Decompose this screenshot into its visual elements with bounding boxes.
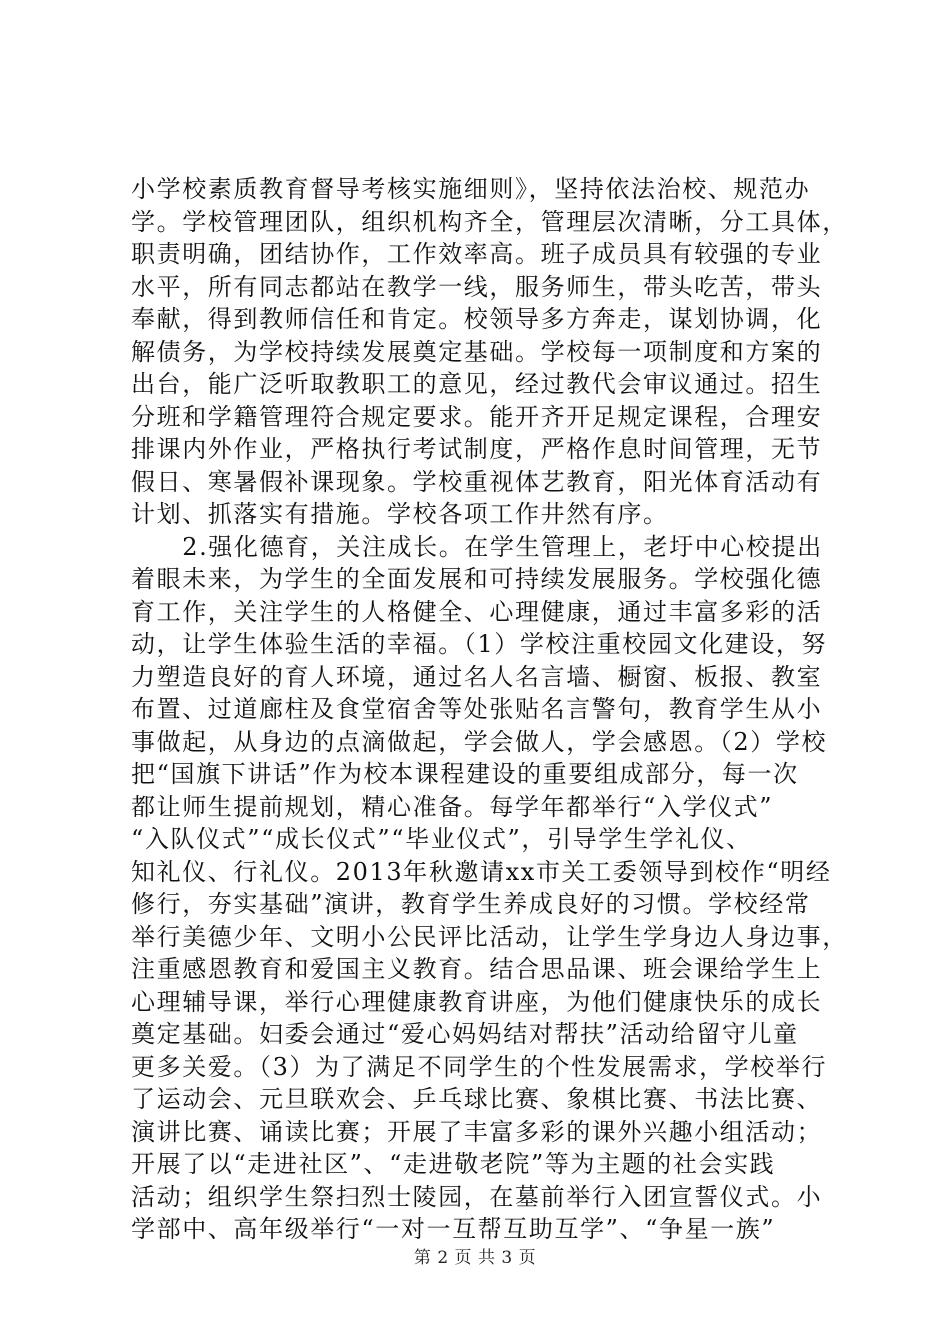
text-line: 奉献，得到教师信任和肯定。校领导多方奔走，谋划协调，化 — [131, 305, 823, 333]
document-body — [131, 173, 848, 1246]
text-line: “入队仪式”“成长仪式”“毕业仪式”，引导学生学礼仪、 — [131, 825, 752, 853]
text-line: 活动；组织学生祭扫烈士陵园，在墓前举行入团宣誓仪式。小 — [131, 1182, 823, 1211]
text-line: 都让师生提前规划，精心准备。每学年都举行“入学仪式” — [131, 792, 774, 821]
text-line: 开展了以“走进社区”、“走进敬老院”等为主题的社会实践 — [131, 1150, 776, 1178]
text-line: 力塑造良好的育人环境，通过名人名言墙、橱窗、板报、教室 — [131, 662, 823, 691]
text-line: 注重感恩教育和爱国主义教育。结合思品课、班会课给学生上 — [131, 955, 823, 983]
text-line: 知礼仪、行礼仪。2013年秋邀请xx市关工委领导到校作“明经 — [131, 857, 832, 886]
text-line: 出台，能广泛听取教职工的意见，经过教代会审议通过。招生 — [131, 370, 823, 398]
text-line: 2.强化德育，关注成长。在学生管理上，老圩中心校提出 — [131, 532, 823, 561]
text-line: 演讲比赛、诵读比赛；开展了丰富多彩的课外兴趣小组活动； — [131, 1117, 823, 1146]
text-line: 举行美德少年、文明小公民评比活动，让学生学身边人身边事， — [131, 922, 848, 951]
text-line: 学。学校管理团队，组织机构齐全，管理层次清晰，分工具体， — [131, 207, 848, 236]
text-line: 把“国旗下讲话”作为校本课程建设的重要组成部分，每一次 — [131, 760, 799, 788]
text-line: 了运动会、元旦联欢会、乒乓球比赛、象棋比赛、书法比赛、 — [131, 1085, 823, 1113]
text-line: 修行，夯实基础”演讲，教育学生养成良好的习惯。学校经常 — [131, 890, 811, 918]
page-number-footer: 第 2 页 共 3 页 — [413, 1248, 537, 1268]
text-line: 着眼未来，为学生的全面发展和可持续发展服务。学校强化德 — [131, 565, 823, 593]
text-line: 事做起，从身边的点滴做起，学会做人，学会感恩。（2）学校 — [131, 727, 828, 756]
text-line: 分班和学籍管理符合规定要求。能开齐开足规定课程，合理安 — [131, 402, 823, 431]
text-line: 小学校素质教育督导考核实施细则》，坚持依法治校、规范办 — [131, 175, 811, 203]
text-line: 学部中、高年级举行“一对一互帮互助互学”、“争星一族” — [131, 1215, 776, 1243]
text-line: 奠定基础。妇委会通过“爱心妈妈结对帮扶”活动给留守儿童 — [131, 1020, 799, 1048]
text-line: 职责明确，团结协作，工作效率高。班子成员具有较强的专业 — [131, 240, 823, 268]
text-line: 育工作，关注学生的人格健全、心理健康，通过丰富多彩的活 — [131, 597, 823, 626]
text-line: 解债务，为学校持续发展奠定基础。学校每一项制度和方案的 — [131, 337, 823, 366]
text-line: 布置、过道廊柱及食堂宿舍等处张贴名言警句，教育学生从小 — [131, 695, 823, 723]
text-line: 动，让学生体验生活的幸福。（1）学校注重校园文化建设，努 — [131, 630, 828, 658]
text-line: 水平，所有同志都站在教学一线，服务师生，带头吃苦，带头 — [131, 272, 823, 301]
text-line: 排课内外作业，严格执行考试制度，严格作息时间管理，无节 — [131, 435, 823, 463]
text-line: 计划、抓落实有措施。学校各项工作井然有序。 — [131, 500, 669, 528]
text-line: 假日、寒暑假补课现象。学校重视体艺教育，阳光体育活动有 — [131, 467, 823, 496]
text-line: 心理辅导课，举行心理健康教育讲座，为他们健康快乐的成长 — [131, 987, 823, 1016]
text-line: 更多关爱。（3）为了满足不同学生的个性发展需求，学校举行 — [131, 1052, 828, 1081]
